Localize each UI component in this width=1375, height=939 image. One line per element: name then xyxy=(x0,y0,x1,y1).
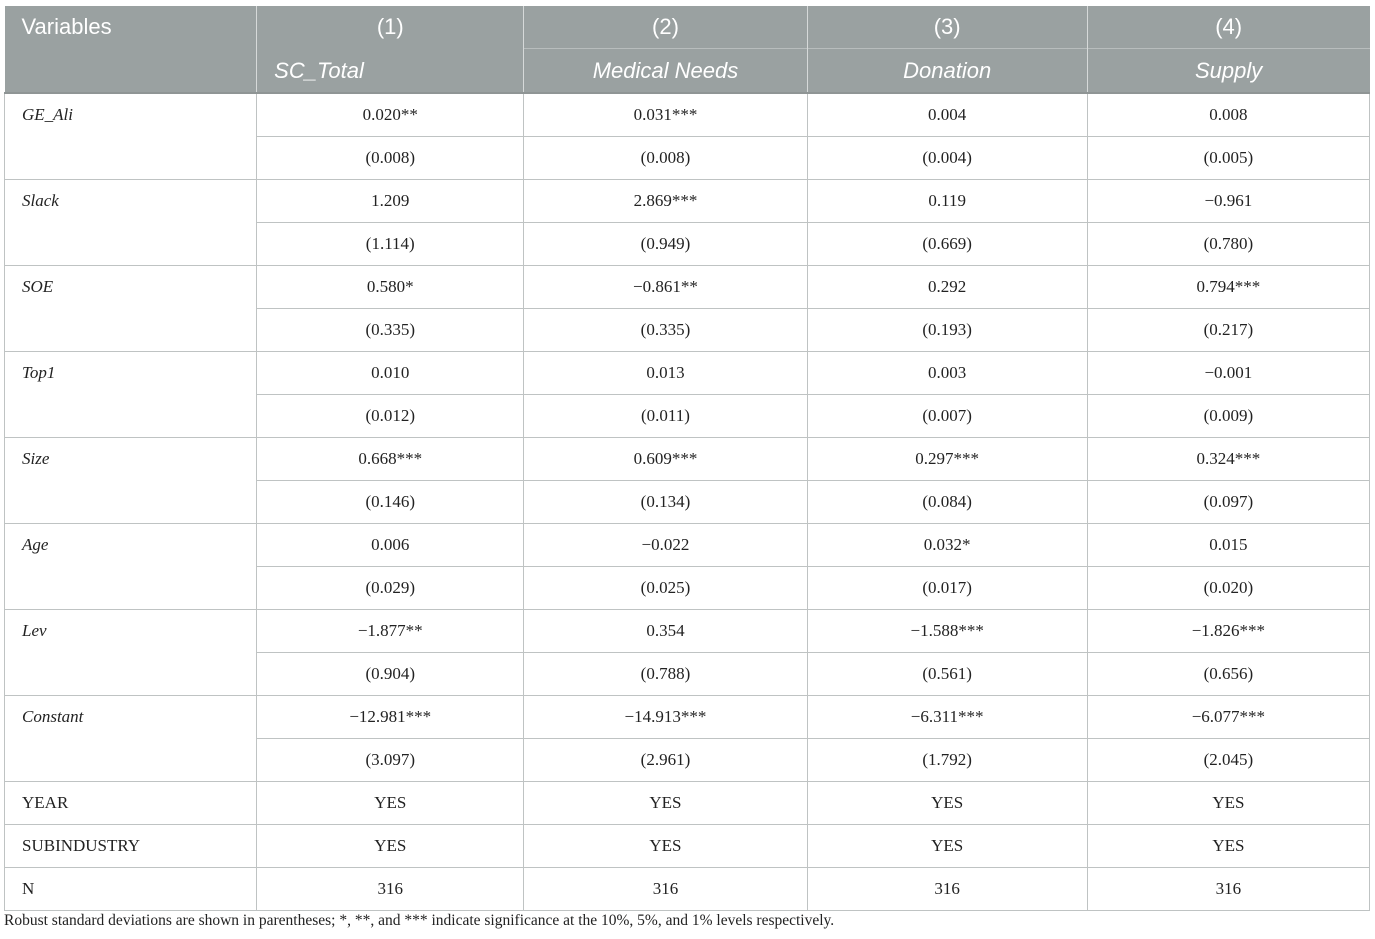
coef-cell: −0.022 xyxy=(524,524,807,567)
header-col-4-name: Supply xyxy=(1087,49,1369,94)
variable-label: Age xyxy=(5,524,257,610)
table-header xyxy=(5,6,1370,93)
se-cell: (0.005) xyxy=(1087,137,1369,180)
table-row-coef xyxy=(5,610,1370,653)
variable-label: GE_Ali xyxy=(5,93,257,180)
coef-cell: 2.869*** xyxy=(524,180,807,223)
table-row-coef xyxy=(5,696,1370,739)
coef-cell: 0.003 xyxy=(807,352,1087,395)
table-row-coef xyxy=(5,524,1370,567)
se-cell: (0.084) xyxy=(807,481,1087,524)
coef-cell: −1.826*** xyxy=(1087,610,1369,653)
coef-cell: 0.668*** xyxy=(257,438,524,481)
table-row-coef xyxy=(5,93,1370,137)
coef-cell: 0.020** xyxy=(257,93,524,137)
control-cell: YES xyxy=(257,782,524,825)
se-cell: (2.961) xyxy=(524,739,807,782)
control-label: YEAR xyxy=(5,782,257,825)
coef-cell: −6.077*** xyxy=(1087,696,1369,739)
coef-cell: −14.913*** xyxy=(524,696,807,739)
variable-label: Slack xyxy=(5,180,257,266)
header-col-2-name: Medical Needs xyxy=(524,49,807,94)
control-cell: 316 xyxy=(807,868,1087,911)
se-cell: (0.097) xyxy=(1087,481,1369,524)
table-footnote: Robust standard deviations are shown in parentheses; *, **, and *** indicate significance at the 10%, 5%, and 1% levels respectively. xyxy=(4,912,835,929)
coef-cell: −1.588*** xyxy=(807,610,1087,653)
coef-cell: −1.877** xyxy=(257,610,524,653)
control-cell: 316 xyxy=(257,868,524,911)
table-row-control xyxy=(5,868,1370,911)
regression-table xyxy=(4,6,1370,911)
coef-cell: 0.292 xyxy=(807,266,1087,309)
se-cell: (0.335) xyxy=(524,309,807,352)
coef-cell: 0.031*** xyxy=(524,93,807,137)
header-variables: Variables xyxy=(5,6,257,93)
header-col-1-number: (1) xyxy=(257,6,524,49)
table-row-coef xyxy=(5,352,1370,395)
header-col-1-name: SC_Total xyxy=(257,49,524,94)
coef-cell: −0.001 xyxy=(1087,352,1369,395)
se-cell: (0.669) xyxy=(807,223,1087,266)
coef-cell: 0.609*** xyxy=(524,438,807,481)
se-cell: (0.017) xyxy=(807,567,1087,610)
coef-cell: −0.861** xyxy=(524,266,807,309)
se-cell: (1.114) xyxy=(257,223,524,266)
se-cell: (0.004) xyxy=(807,137,1087,180)
se-cell: (0.561) xyxy=(807,653,1087,696)
coef-cell: 0.297*** xyxy=(807,438,1087,481)
se-cell: (0.788) xyxy=(524,653,807,696)
coef-cell: 0.580* xyxy=(257,266,524,309)
table-body xyxy=(5,93,1370,911)
coef-cell: 1.209 xyxy=(257,180,524,223)
coef-cell: −0.961 xyxy=(1087,180,1369,223)
variable-label: Size xyxy=(5,438,257,524)
se-cell: (1.792) xyxy=(807,739,1087,782)
se-cell: (3.097) xyxy=(257,739,524,782)
control-cell: 316 xyxy=(1087,868,1369,911)
control-cell: YES xyxy=(524,782,807,825)
se-cell: (0.009) xyxy=(1087,395,1369,438)
se-cell: (0.193) xyxy=(807,309,1087,352)
se-cell: (0.146) xyxy=(257,481,524,524)
coef-cell: −6.311*** xyxy=(807,696,1087,739)
header-col-3-name: Donation xyxy=(807,49,1087,94)
coef-cell: 0.010 xyxy=(257,352,524,395)
se-cell: (2.045) xyxy=(1087,739,1369,782)
se-cell: (0.904) xyxy=(257,653,524,696)
control-cell: YES xyxy=(1087,825,1369,868)
se-cell: (0.949) xyxy=(524,223,807,266)
table-row-coef xyxy=(5,180,1370,223)
coef-cell: 0.354 xyxy=(524,610,807,653)
control-label: N xyxy=(5,868,257,911)
coef-cell: 0.032* xyxy=(807,524,1087,567)
control-cell: YES xyxy=(257,825,524,868)
se-cell: (0.008) xyxy=(257,137,524,180)
se-cell: (0.217) xyxy=(1087,309,1369,352)
coef-cell: 0.015 xyxy=(1087,524,1369,567)
table-row-control xyxy=(5,782,1370,825)
se-cell: (0.029) xyxy=(257,567,524,610)
coef-cell: 0.006 xyxy=(257,524,524,567)
coef-cell: −12.981*** xyxy=(257,696,524,739)
control-cell: YES xyxy=(807,782,1087,825)
coef-cell: 0.119 xyxy=(807,180,1087,223)
header-col-4-number: (4) xyxy=(1087,6,1369,49)
table-row-coef xyxy=(5,266,1370,309)
se-cell: (0.656) xyxy=(1087,653,1369,696)
se-cell: (0.011) xyxy=(524,395,807,438)
se-cell: (0.007) xyxy=(807,395,1087,438)
control-cell: YES xyxy=(807,825,1087,868)
header-col-3-number: (3) xyxy=(807,6,1087,49)
se-cell: (0.008) xyxy=(524,137,807,180)
control-label: SUBINDUSTRY xyxy=(5,825,257,868)
variable-label: Lev xyxy=(5,610,257,696)
se-cell: (0.335) xyxy=(257,309,524,352)
control-cell: YES xyxy=(1087,782,1369,825)
table-row-control xyxy=(5,825,1370,868)
se-cell: (0.025) xyxy=(524,567,807,610)
variable-label: SOE xyxy=(5,266,257,352)
regression-table-container xyxy=(4,6,1370,911)
control-cell: YES xyxy=(524,825,807,868)
variable-label: Top1 xyxy=(5,352,257,438)
coef-cell: 0.794*** xyxy=(1087,266,1369,309)
se-cell: (0.012) xyxy=(257,395,524,438)
header-row-numbers xyxy=(5,6,1370,49)
coef-cell: 0.324*** xyxy=(1087,438,1369,481)
control-cell: 316 xyxy=(524,868,807,911)
header-col-2-number: (2) xyxy=(524,6,807,49)
coef-cell: 0.008 xyxy=(1087,93,1369,137)
se-cell: (0.020) xyxy=(1087,567,1369,610)
se-cell: (0.780) xyxy=(1087,223,1369,266)
se-cell: (0.134) xyxy=(524,481,807,524)
table-row-coef xyxy=(5,438,1370,481)
coef-cell: 0.013 xyxy=(524,352,807,395)
coef-cell: 0.004 xyxy=(807,93,1087,137)
variable-label: Constant xyxy=(5,696,257,782)
